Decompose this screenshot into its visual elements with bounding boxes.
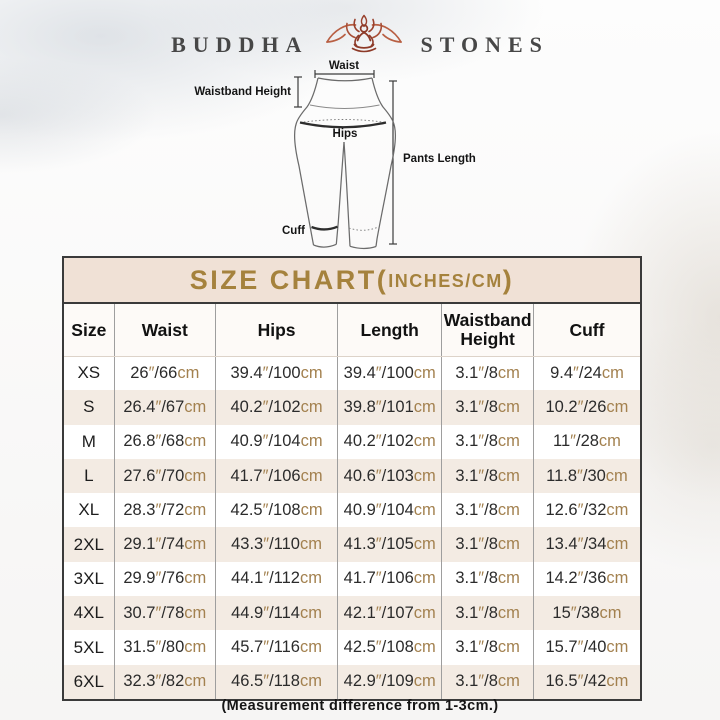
brand-name-right: STONES bbox=[420, 31, 549, 57]
size-cell-waistband_height: 3.1″/8cm bbox=[442, 562, 534, 596]
size-cell-label: 2XL bbox=[73, 534, 104, 554]
size-table-body bbox=[64, 356, 640, 699]
pants-measurement-diagram bbox=[188, 58, 500, 254]
pants-length-label: Pants Length bbox=[403, 153, 476, 165]
brand-name-left: BUDDHA bbox=[171, 31, 309, 57]
size-cell-waistband_height: 3.1″/8cm bbox=[442, 356, 534, 390]
size-cell-cuff: 11″/28cm bbox=[533, 425, 640, 459]
size-cell-length: 41.7″/106cm bbox=[338, 562, 442, 596]
table-row bbox=[64, 356, 640, 390]
size-cell-waist: 26.8″/68cm bbox=[114, 425, 215, 459]
table-row bbox=[64, 390, 640, 424]
size-cell-label: 6XL bbox=[73, 671, 104, 691]
table-row bbox=[64, 596, 640, 630]
size-cell-cuff: 9.4″/24cm bbox=[533, 356, 640, 390]
size-cell-hips: 40.9″/104cm bbox=[215, 425, 337, 459]
size-cell-waist: 29.9″/76cm bbox=[114, 562, 215, 596]
col-header-hips: Hips bbox=[215, 304, 337, 356]
size-cell-hips: 39.4″/100cm bbox=[215, 356, 337, 390]
size-cell-cuff: 10.2″/26cm bbox=[533, 390, 640, 424]
size-chart-title bbox=[64, 258, 640, 304]
table-row bbox=[64, 527, 640, 561]
size-cell-cuff: 14.2″/36cm bbox=[533, 562, 640, 596]
size-cell-waist: 28.3″/72cm bbox=[114, 493, 215, 527]
size-cell-hips: 41.7″/106cm bbox=[215, 459, 337, 493]
size-cell-waist: 29.1″/74cm bbox=[114, 527, 215, 561]
size-cell-label: XS bbox=[77, 363, 101, 383]
table-row bbox=[64, 425, 640, 459]
title-paren-close: ) bbox=[502, 264, 515, 295]
size-cell-cuff: 13.4″/34cm bbox=[533, 527, 640, 561]
waist-label: Waist bbox=[328, 60, 360, 72]
size-cell-hips: 44.9″/114cm bbox=[215, 596, 337, 630]
size-cell-cuff: 16.5″/42cm bbox=[533, 665, 640, 699]
size-cell-label: 3XL bbox=[73, 568, 104, 588]
size-cell-length: 39.4″/100cm bbox=[338, 356, 442, 390]
size-cell-length: 40.6″/103cm bbox=[338, 459, 442, 493]
size-cell-label: 4XL bbox=[73, 603, 104, 623]
col-header-waistband-height: Waistband Height bbox=[442, 304, 534, 356]
size-cell-waist: 32.3″/82cm bbox=[114, 665, 215, 699]
size-cell-cuff: 15″/38cm bbox=[533, 596, 640, 630]
size-cell-waistband_height: 3.1″/8cm bbox=[442, 630, 534, 664]
size-cell-cuff: 15.7″/40cm bbox=[533, 630, 640, 664]
size-cell-hips: 40.2″/102cm bbox=[215, 390, 337, 424]
size-cell-label: L bbox=[84, 466, 94, 486]
col-header-cuff: Cuff bbox=[533, 304, 640, 356]
size-cell-waistband_height: 3.1″/8cm bbox=[442, 390, 534, 424]
size-cell-waistband_height: 3.1″/8cm bbox=[442, 665, 534, 699]
col-header-waist: Waist bbox=[114, 304, 215, 356]
table-row bbox=[64, 665, 640, 699]
size-cell-hips: 43.3″/110cm bbox=[215, 527, 337, 561]
size-cell-waistband_height: 3.1″/8cm bbox=[442, 596, 534, 630]
size-cell-label: 5XL bbox=[73, 637, 104, 657]
size-cell-waistband_height: 3.1″/8cm bbox=[442, 527, 534, 561]
size-cell-hips: 42.5″/108cm bbox=[215, 493, 337, 527]
size-cell-waistband_height: 3.1″/8cm bbox=[442, 493, 534, 527]
size-cell-length: 42.1″/107cm bbox=[338, 596, 442, 630]
size-chart-title-text: SIZE CHART bbox=[189, 264, 377, 295]
size-cell-label: S bbox=[83, 397, 95, 417]
col-header-size: Size bbox=[64, 304, 114, 356]
size-cell-waist: 30.7″/78cm bbox=[114, 596, 215, 630]
size-table bbox=[64, 304, 640, 699]
table-row bbox=[64, 562, 640, 596]
size-cell-waist: 26″/66cm bbox=[114, 356, 215, 390]
size-cell-hips: 44.1″/112cm bbox=[215, 562, 337, 596]
size-cell-waist: 26.4″/67cm bbox=[114, 390, 215, 424]
title-paren-open: ( bbox=[376, 264, 389, 295]
table-row bbox=[64, 493, 640, 527]
size-chart-units: INCHES/CM bbox=[388, 271, 503, 291]
cuff-label: Cuff bbox=[282, 225, 305, 237]
size-cell-label: M bbox=[81, 431, 96, 451]
size-cell-length: 42.5″/108cm bbox=[338, 630, 442, 664]
size-cell-waistband_height: 3.1″/8cm bbox=[442, 459, 534, 493]
hips-label: Hips bbox=[332, 128, 358, 140]
waistband-height-label: Waistband Height bbox=[194, 86, 291, 98]
size-cell-hips: 46.5″/118cm bbox=[215, 665, 337, 699]
size-cell-length: 39.8″/101cm bbox=[338, 390, 442, 424]
size-cell-label: XL bbox=[78, 500, 100, 520]
size-cell-length: 40.9″/104cm bbox=[338, 493, 442, 527]
pants-outline bbox=[295, 78, 396, 248]
size-table-header-row bbox=[64, 304, 640, 356]
size-cell-hips: 45.7″/116cm bbox=[215, 630, 337, 664]
table-row bbox=[64, 630, 640, 664]
size-cell-waistband_height: 3.1″/8cm bbox=[442, 425, 534, 459]
size-cell-cuff: 11.8″/30cm bbox=[533, 459, 640, 493]
size-cell-waist: 31.5″/80cm bbox=[114, 630, 215, 664]
size-cell-cuff: 12.6″/32cm bbox=[533, 493, 640, 527]
size-chart bbox=[62, 256, 642, 701]
size-cell-length: 42.9″/109cm bbox=[338, 665, 442, 699]
size-cell-waist: 27.6″/70cm bbox=[114, 459, 215, 493]
table-row bbox=[64, 459, 640, 493]
size-cell-length: 41.3″/105cm bbox=[338, 527, 442, 561]
size-cell-length: 40.2″/102cm bbox=[338, 425, 442, 459]
measurement-footnote: (Measurement difference from 1-3cm.) bbox=[221, 698, 499, 714]
col-header-length: Length bbox=[338, 304, 442, 356]
